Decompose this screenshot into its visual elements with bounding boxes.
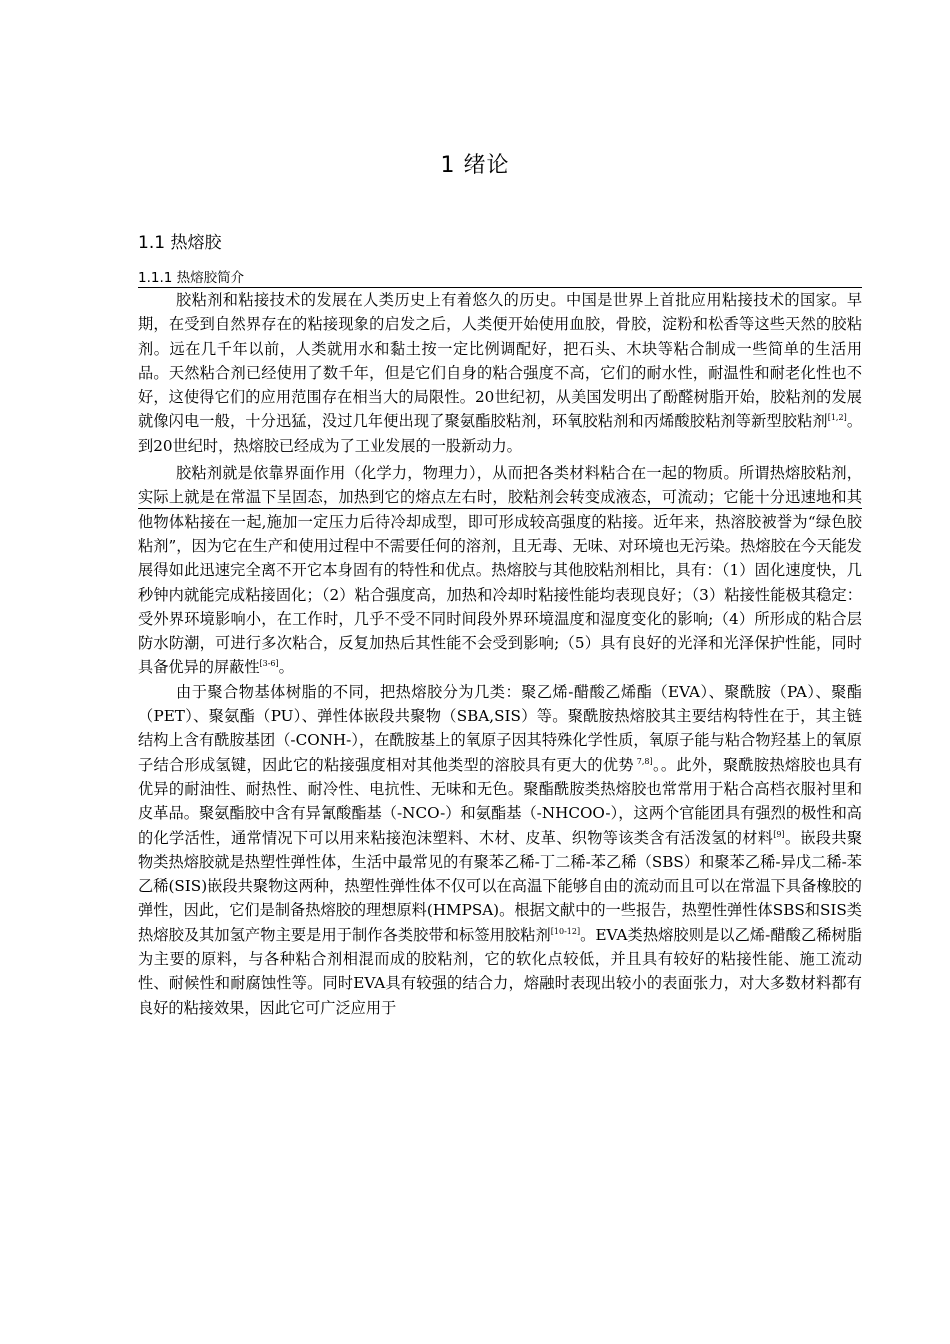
citation-1-2: [1,2] <box>827 413 847 423</box>
citation-3-6: [3-6] <box>259 659 279 669</box>
paragraph-3-text-b: 。。此外，聚酰胺热熔胶也具有优异的耐油性、耐热性、耐冷性、电抗性、无味和无色。聚酯酰胺类热熔胶也常常用于粘合高档衣服衬里和皮革品。聚氨酯胶中含有异氰酸酯基（-NCO-）和氨酯基（-NHCOO-），这两个官能团具有强烈的极性和高的化学活性，通常情况下可以用来粘接泡沫塑料、木材、皮革、织物等该类含有活泼氢的材料 <box>138 755 863 847</box>
paragraph-1 <box>138 288 862 458</box>
paragraph-2 <box>138 461 862 680</box>
paragraph-3 <box>138 680 862 1020</box>
subsection-title: 1.1.1 热熔胶简介 <box>138 270 245 286</box>
paragraph-2-text-a: 胶粘剂就是依靠界面作用（化学力，物理力），从而把各类材料粘合在一起的物质。所谓热熔胶粘剂，实际上就是在常温下呈固态，加热到它的熔点左右时，胶粘剂会转变成液态，可流动；它能十分迅速地和其他物体粘接在一起,施加一定压力后待冷却成型，即可形成较高强度的粘接。近年来，热溶胶被誉为“绿色胶粘剂”，因为它在生产和使用过程中不需要任何的溶剂，且无毒、无味、对环境也无污染。热熔胶在今天能发展得如此迅速完全离不开它本身固有的特性和优点。热熔胶与其他胶粘剂相比，具有：（1）固化速度快，几秒钟内就能完成粘接固化；（2）粘合强度高，加热和冷却时粘接性能均表现良好；（3）粘接性能极其稳定：受外界环境影响小，在工作时，几乎不受不同时间段外界环境温度和湿度变化的影响;（4）所形成的粘合层防水防潮，可进行多次粘合，反复加热后其性能不会受到影响;（5）具有良好的光泽和光泽保护性能，同时具备优异的屏蔽性 <box>138 464 862 677</box>
paragraph-2-text-b: 。 <box>278 658 294 677</box>
citation-7-8: 7,8] <box>633 756 653 766</box>
paragraph-1-text-a: 胶粘剂和粘接技术的发展在人类历史上有着悠久的历史。中国是世界上首批应用粘接技术的国家。早期，在受到自然界存在的粘接现象的启发之后，人类便开始使用血胶，骨胶，淀粉和松香等这些天然的胶粘剂。远在几千年以前，人类就用水和黏土按一定比例调配好，把石头、木块等粘合制成一些简单的生活用品。天然粘合剂已经使用了数千年，但是它们自身的粘合强度不高，它们的耐水性，耐温性和耐老化性也不好，这使得它们的应用范围存在相当大的局限性。20世纪初，从美国发明出了酚醛树脂开始，胶粘剂的发展就像闪电一般，十分迅猛，没过几年便出现了聚氨酯胶粘剂，环氧胶粘剂和丙烯酸胶粘剂等新型胶粘剂 <box>138 291 862 431</box>
paragraph-3-text-a: 由于聚合物基体树脂的不同，把热熔胶分为几类：聚乙烯-醋酸乙烯酯（EVA）、聚酰胺（PA）、聚酯（PET）、聚氨酯（PU）、弹性体嵌段共聚物（SBA,SIS）等。聚酰胺热熔胶其主要结构特性在于，其主链结构上含有酰胺基团（-CONH-），在酰胺基上的氧原子因其特殊化学性质，氧原子能与粘合物羟基上的氧原子结合形成氢键，因此它的粘接强度相对其他类型的溶胶具有更大的优势 <box>138 682 862 774</box>
paragraph-1-text-b: 。到20世纪时，热熔胶已经成为了工业发展的一股新动力。 <box>138 412 863 455</box>
paragraph-3-text-c: 。嵌段共聚物类热熔胶就是热塑性弹性体，生活中最常见的有聚苯乙稀-丁二稀-苯乙稀（SBS）和聚苯乙稀-异戊二稀-苯乙稀(SIS)嵌段共聚物这两种，热塑性弹性体不仅可以在高温下能够自由的流动而且可以在常温下具备橡胶的弹性，因此，它们是制备热熔胶的理想原料(HMPSA)。根据文献中的一些报告，热塑性弹性体SBS和SIS类热熔胶及其加氢产物主要是用于制作各类胶带和标签用胶粘剂 <box>138 828 863 944</box>
paragraph-3-text-d: 。EVA类热熔胶则是以乙烯-醋酸乙稀树脂为主要的原料，与各种粘合剂相混而成的胶粘剂，它的软化点较低，并且具有较好的粘接性能、施工流动性、耐候性和耐腐蚀性等。同时EVA具有较强的结合力，熔融时表现出较小的表面张力，对大多数材料都有良好的粘接效果，因此它可广泛应用于 <box>138 925 863 1017</box>
citation-10-12: [10-12] <box>550 926 581 936</box>
section-title: 1.1 热熔胶 <box>138 233 222 253</box>
citation-9: [9] <box>773 829 785 839</box>
body-text <box>138 288 862 1020</box>
chapter-title: 1 绪论 <box>440 153 510 178</box>
